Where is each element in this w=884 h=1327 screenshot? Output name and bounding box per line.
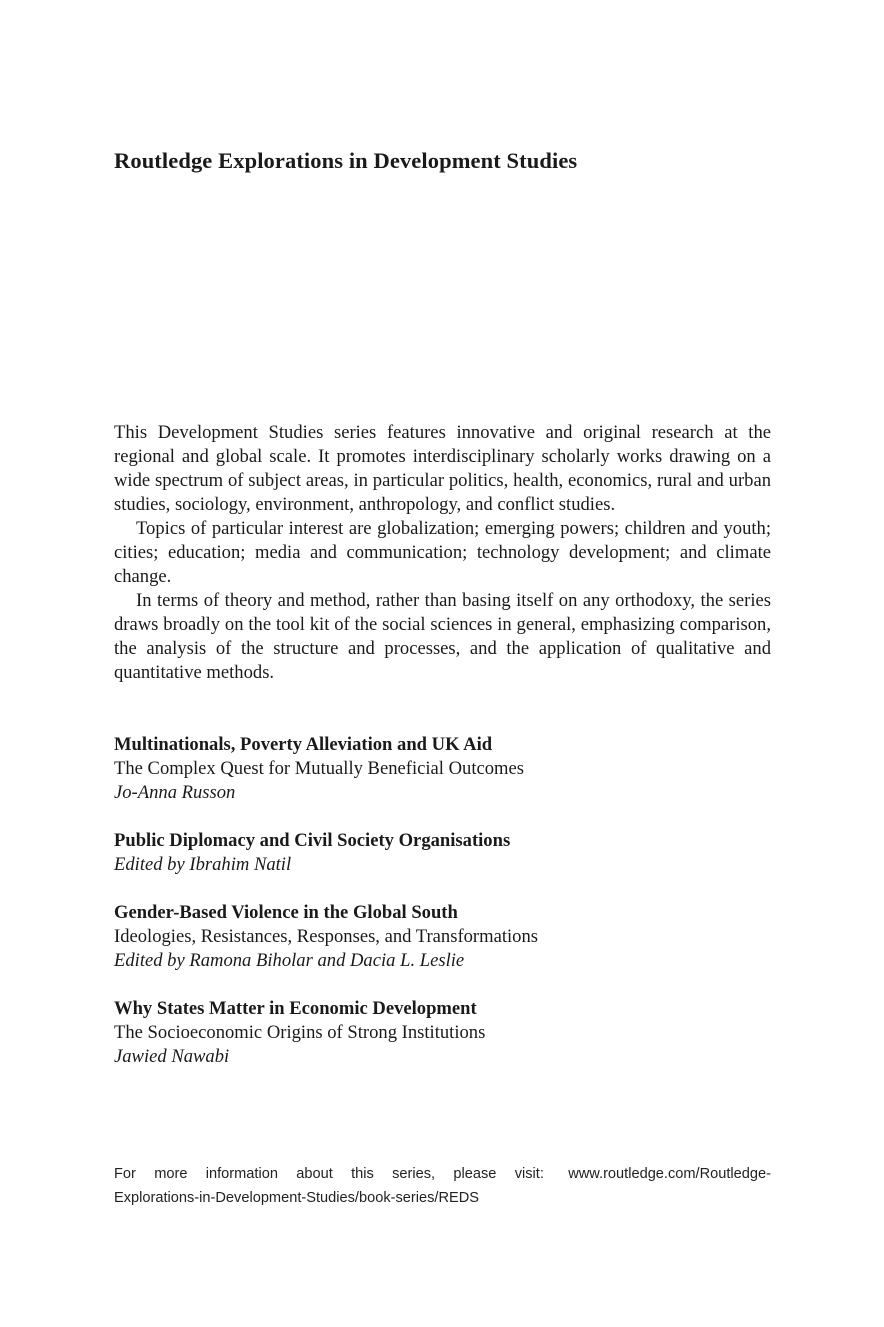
- description-paragraph-2: Topics of particular interest are globalization; emerging powers; children and youth; cities; education; media and communication; technology development; and climate change.: [114, 518, 771, 587]
- book-author: Edited by Ramona Biholar and Dacia L. Leslie: [114, 950, 465, 971]
- book-title: Public Diplomacy and Civil Society Organisations: [114, 830, 511, 851]
- book-entry: [114, 733, 771, 805]
- book-entry: [114, 901, 771, 973]
- book-author: Jo-Anna Russon: [114, 782, 236, 803]
- book-title: Why States Matter in Economic Development: [114, 998, 477, 1019]
- book-title: Multinationals, Poverty Alleviation and UK Aid: [114, 734, 493, 755]
- book-subtitle: Ideologies, Resistances, Responses, and Transformations: [114, 926, 538, 947]
- description-paragraph-1: This Development Studies series features innovative and original research at the regional and global scale. It promotes interdisciplinary scholarly works drawing on a wide spectrum of subject areas, in particular politics, health, economics, rural and urban studies, sociology, environment, anthropology, and conflict studies.: [114, 422, 771, 515]
- book-list: [114, 733, 771, 1093]
- description-paragraph-3: In terms of theory and method, rather than basing itself on any orthodoxy, the series draws broadly on the tool kit of the social sciences in general, emphasizing comparison, the analysis of the structure and processes, and the application of qualitative and quantitative methods.: [114, 590, 771, 683]
- series-url-part-2[interactable]: Explorations-in-Development-Studies/book-series/REDS: [114, 1190, 480, 1206]
- footer-prefix: For more information about this series, please visit:: [114, 1166, 544, 1182]
- book-entry: [114, 829, 771, 877]
- book-author: Edited by Ibrahim Natil: [114, 854, 292, 875]
- series-description: [114, 421, 771, 685]
- book-title: Gender-Based Violence in the Global South: [114, 902, 458, 923]
- book-entry: [114, 997, 771, 1069]
- page: [114, 0, 771, 1327]
- book-subtitle: The Socioeconomic Origins of Strong Institutions: [114, 1022, 486, 1043]
- series-title: Routledge Explorations in Development Studies: [114, 148, 578, 173]
- series-url-part-1[interactable]: www.routledge.com/Routledge-: [568, 1166, 771, 1182]
- series-info-footer: [114, 1162, 771, 1210]
- book-subtitle: The Complex Quest for Mutually Beneficial Outcomes: [114, 758, 524, 779]
- book-author: Jawied Nawabi: [114, 1046, 230, 1067]
- footer-line-1: [114, 1162, 771, 1186]
